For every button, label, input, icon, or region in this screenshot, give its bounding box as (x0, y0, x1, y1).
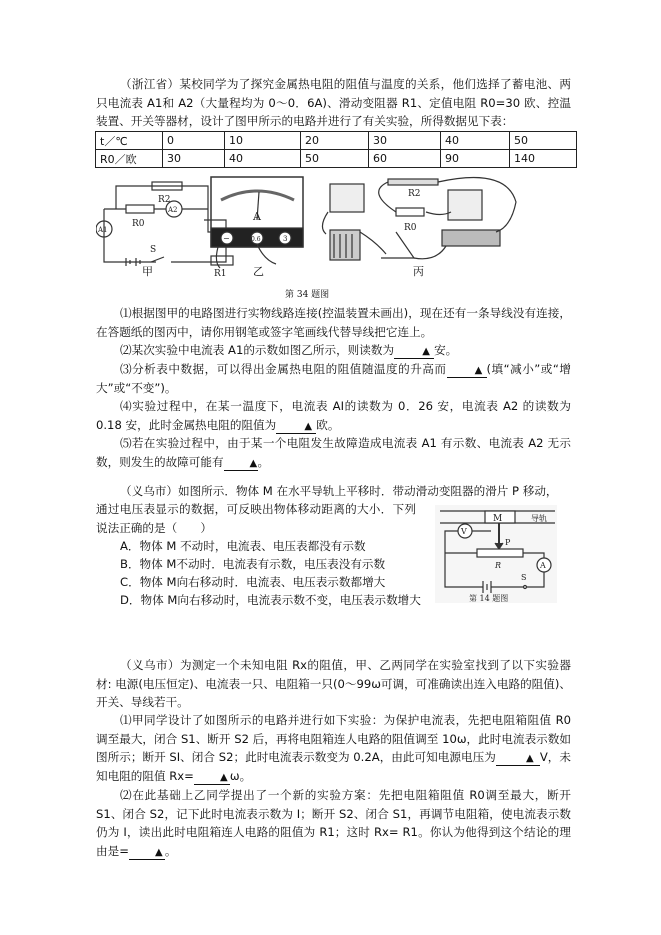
figure-label-bing: 丙 (413, 265, 424, 278)
part-text: ⑶分析表中数据，可以得出金属热电阻的阻值随温度的升高而 (120, 362, 447, 376)
q2-stem: 通过电压表显示的数据，可反映出物体移动距离的大小．下列说法正确的是（ ） (96, 502, 416, 535)
q3-part-1 (96, 711, 571, 785)
meter-terminal-minus: − (223, 234, 230, 243)
answer-blank[interactable]: ▲ (194, 771, 230, 785)
q3-intro: （义乌市）为测定一个未知电阻 Rx的阻值，甲、乙两同学在实验室找到了以下实验器材: 电源(电压恒定)、电流表一只、电阻箱一只(0～99ω可调，可准确读出连入电路的阻值)、开关、导线若干。 (96, 658, 571, 710)
q3-part-2 (96, 786, 571, 860)
label-a: A (540, 561, 546, 570)
label-v: V (461, 527, 467, 536)
q2-option-a[interactable]: A．物体 M 不动时，电流表、电压表都没有示数 (120, 539, 366, 553)
table-cell: 50 (301, 150, 369, 168)
label-r0: R0 (132, 219, 145, 229)
meter-terminal-06: 0.6 (251, 236, 261, 243)
label-r1: R1 (214, 269, 227, 277)
part-text: V，未知电阻的阻值 Rx= (96, 750, 571, 783)
part-text: ⑷实验过程中，在某一温度下，电流表 AI的读数为 0．26 安，电流表 A2 的读数为 0.18 安，此时金属热电阻的阻值为 (96, 399, 571, 432)
table-cell: 90 (441, 150, 510, 168)
part-text: 欧。 (316, 417, 340, 432)
table-cell: t／℃ (96, 132, 163, 150)
q1-part-2 (96, 341, 571, 360)
label-s: S (521, 573, 527, 582)
q1-part-4 (96, 397, 571, 434)
part-text: 。 (257, 454, 270, 469)
table-row (96, 132, 577, 150)
q2-option-b[interactable]: B．物体 M不动时．电流表有示数，电压表没有示数 (120, 557, 386, 571)
figure-label-jia: 甲 (142, 265, 153, 278)
q1-intro: （浙江省）某校同学为了探究金属热电阻的阻值与温度的关系，他们选择了蓄电池、两只电流表 A1和 A2（大量程均为 0～0．6A)、滑动变阻器 R1、定值电阻 R0=30 欧、控温装置、开关等器材，设计了图甲所示的电路并进行了有关实验，所得数据见下表： (96, 77, 571, 129)
q2-option-d[interactable]: D．物体 M向右移动时，电流表示数不变，电压表示数增大 (120, 593, 421, 607)
table-cell: 10 (225, 132, 301, 150)
answer-blank[interactable]: ▲ (496, 752, 540, 766)
part-text: 安。 (434, 343, 458, 357)
label-r2: R2 (158, 195, 171, 205)
label-r0-bing: R0 (404, 223, 417, 233)
part-text: 。 (164, 843, 177, 858)
label-m: M (493, 514, 503, 524)
label-a2: A2 (168, 206, 178, 214)
label-p: P (505, 538, 511, 547)
part-text: (填“减小”或“增大”或“不变”)。 (96, 362, 571, 395)
answer-blank[interactable]: ▲ (129, 846, 165, 860)
q1-part-1 (96, 304, 571, 341)
table-cell: 60 (369, 150, 441, 168)
part-text: ⑴根据图甲的电路图进行实物线路连接(控温装置未画出)，现在还有一条导线没有连接，在答题纸的图丙中，请你用钢笔或签字笔画线代替导线把它连上。 (96, 306, 571, 339)
figure-caption: 第 14 题图 (469, 594, 509, 603)
table-cell: 140 (510, 150, 577, 168)
part-text: ⑸若在实验过程中，由于某一个电阻发生故障造成电流表 A1 有示数、电流表 A2 无示数，则发生的故障可能有 (96, 436, 571, 469)
table-cell: 50 (510, 132, 577, 150)
ammeter-yi (211, 177, 303, 268)
part-text: ω。 (229, 768, 252, 783)
table-cell: 30 (163, 150, 225, 168)
meter-unit-a: A (253, 210, 261, 223)
label-r2-bing: R2 (408, 189, 421, 199)
label-r: R (495, 561, 502, 570)
q1-part-3 (96, 360, 571, 397)
table-row (96, 150, 577, 168)
figure-label-yi: 乙 (253, 265, 264, 278)
answer-blank[interactable]: ▲ (276, 420, 316, 434)
answer-blank[interactable]: ▲ (224, 457, 258, 471)
label-rail: 导轨 (531, 514, 547, 523)
table-cell: 40 (225, 150, 301, 168)
label-a1: A1 (98, 226, 108, 234)
table-cell: R0／欧 (96, 150, 163, 168)
meter-terminal-3: 3 (283, 235, 288, 243)
q1-part-5 (96, 434, 571, 471)
apparatus-bing (322, 178, 516, 261)
part-text: ⑴甲同学设计了如图所示的电路并进行如下实验：为保护电流表，先把电阻箱阻值 R0 调至最大，闭合 S1、断开 S2 后，再将电阻箱连人电路的阻值调至 10ω，此时电流表示数如图所示；断开 SI、闭合 S2；此时电流表示数变为 0.2A，由此可知电源电压为 (96, 713, 571, 765)
part-text: ⑵某次实验中电流表 A1的示数如图乙所示，则读数为 (120, 343, 395, 357)
table-cell: 30 (369, 132, 441, 150)
part-text: ⑵在此基础上乙同学提出了一个新的实验方案：先把电阻箱阻值 R0调至最大，断开 S1、闭合 S2，记下此时电流表示数为 I；断开 S2、闭合 S1，再调节电阻箱，使电流表示数仍为 I，读出此时电阻箱连人电路的阻值为 R1；这时 Rx= R1。你认为他得到这个结论的理由是= (96, 788, 571, 858)
table-cell: 40 (441, 132, 510, 150)
table-cell: 0 (163, 132, 225, 150)
figure-14 (435, 505, 557, 603)
data-table (95, 131, 577, 168)
figure-caption: 第 34 题图 (285, 290, 330, 300)
q2-stem-line1: （义乌市）如图所示．物体 M 在水平导轨上平移时．带动滑动变阻器的滑片 P 移动， (120, 484, 558, 498)
label-s: S (150, 245, 157, 255)
q2-option-c[interactable]: C．物体 M向右移动时．电流表、电压表示数都增大 (120, 575, 386, 589)
figure-34 (96, 172, 536, 277)
table-cell: 20 (301, 132, 369, 150)
answer-blank[interactable]: ▲ (394, 345, 434, 359)
answer-blank[interactable]: ▲ (447, 364, 487, 378)
